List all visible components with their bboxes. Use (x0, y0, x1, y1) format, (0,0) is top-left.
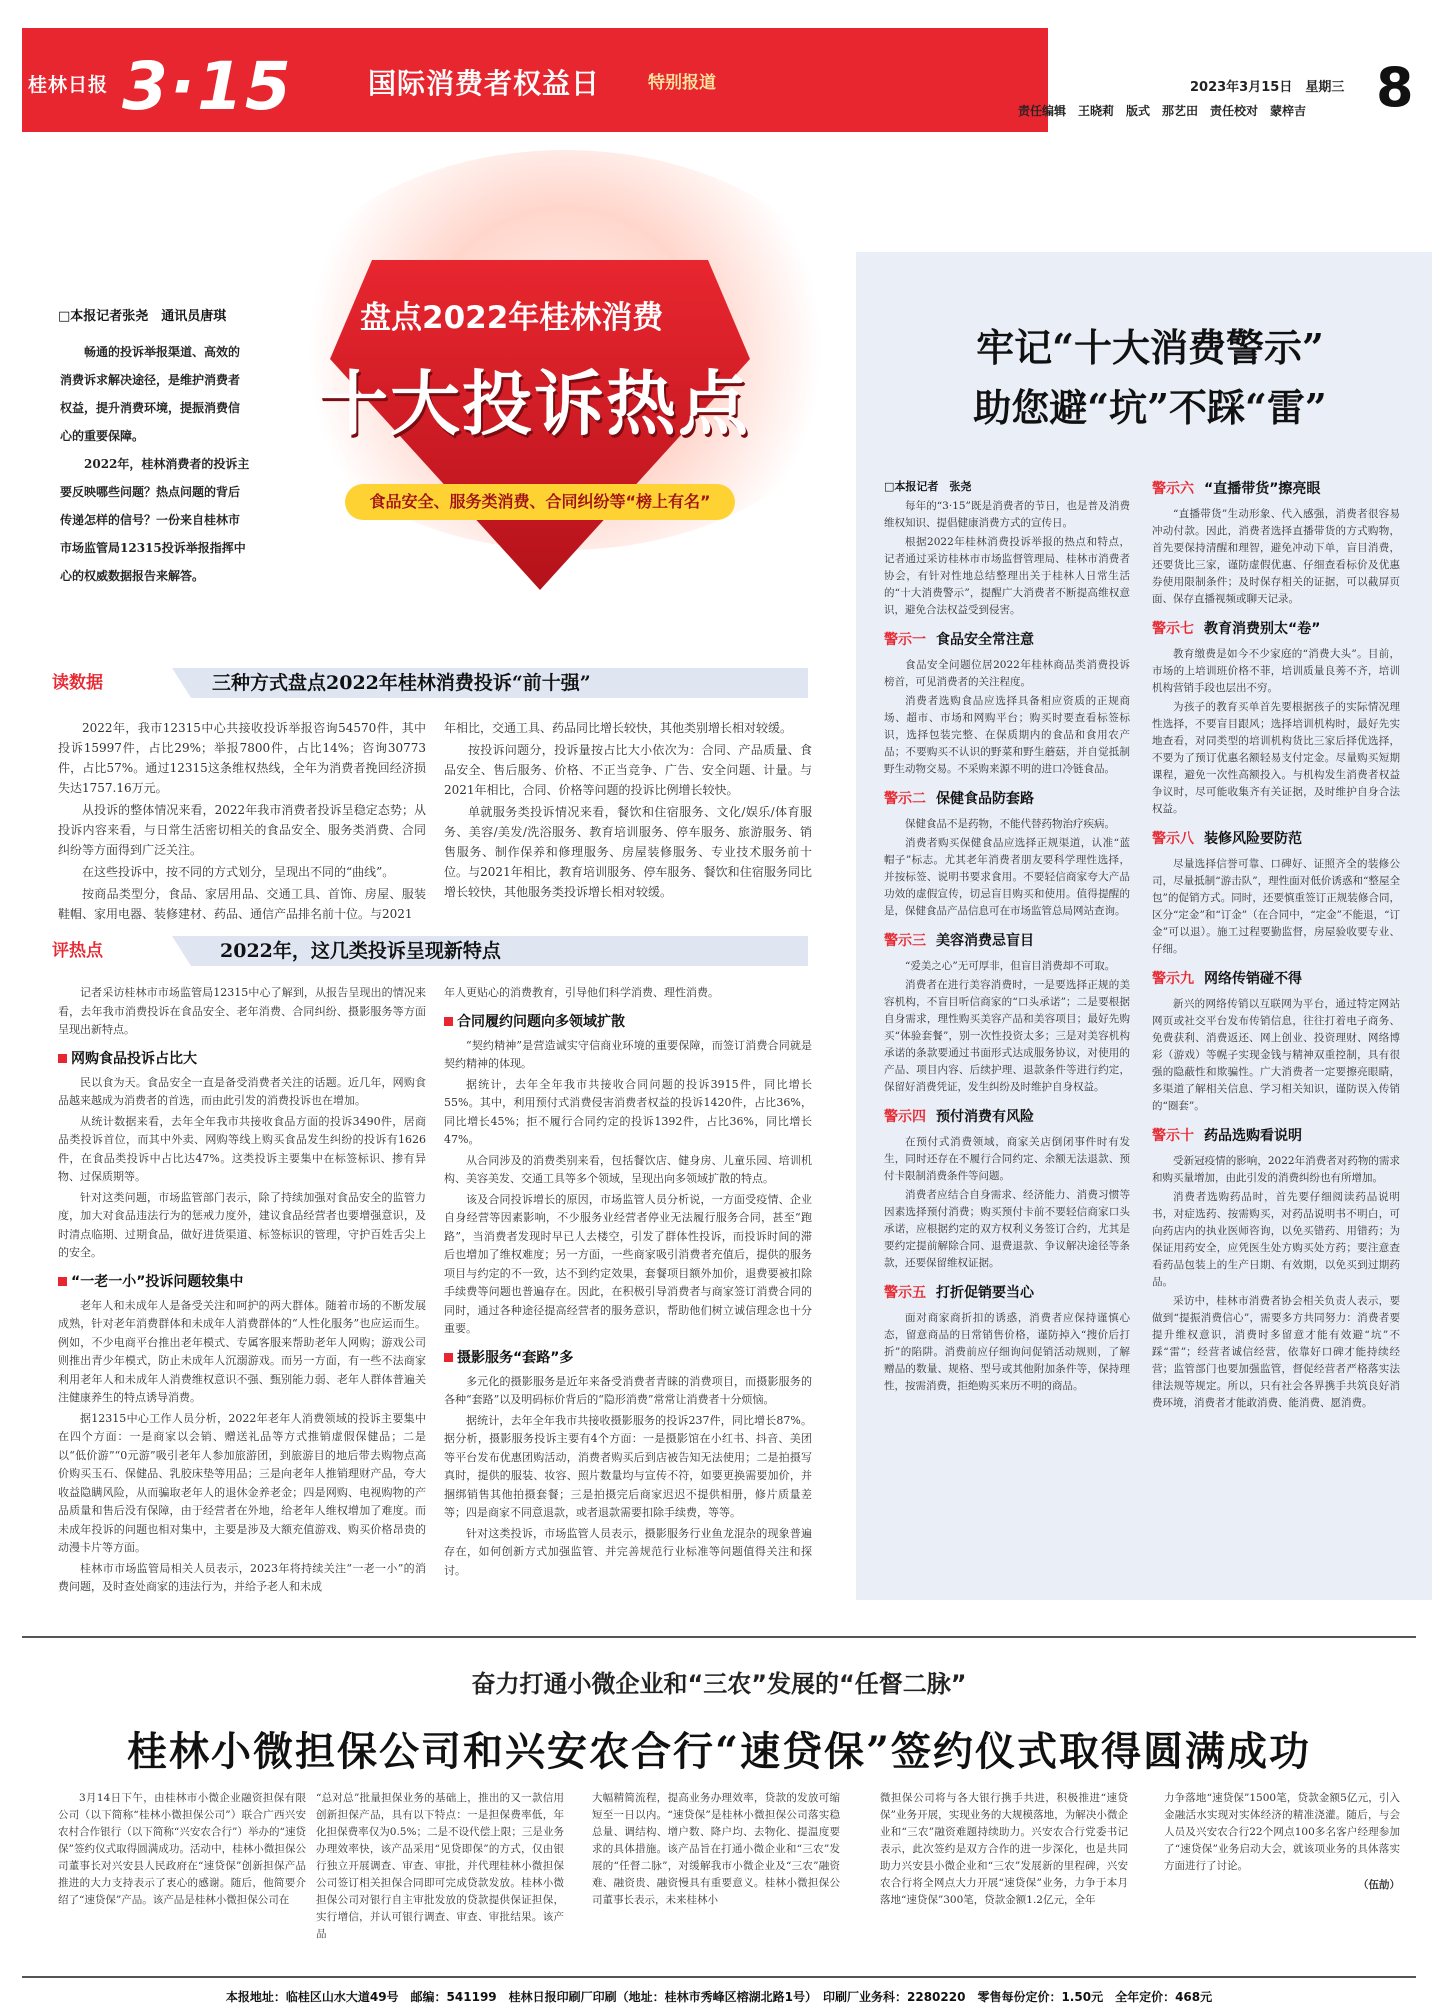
warning-title: 美容消费忌盲目 (936, 933, 1034, 949)
paragraph: 从统计数据来看，去年全年我市共接收食品方面的投诉3490件，居商品类投诉首位，而其中外卖、网购等线上购买食品发生纠纷的投诉有1626件，在食品类投诉中占比达47%。这类投诉主要集中在标签标识、掺有异物、过保质期等。 (58, 1114, 426, 1183)
paragraph: 保健食品不是药物，不能代替药物治疗疾病。 (905, 818, 1115, 830)
paragraph: 民以食为天。食品安全一直是备受消费者关注的话题。近几年，网购食品越来越成为消费者的首选，而由此引发的消费投诉也在增加。 (58, 1075, 426, 1107)
warning-number: 警示八 (1152, 831, 1194, 847)
bottom-col (316, 1790, 564, 1945)
bottom-col (1164, 1790, 1400, 1896)
warning-heading (884, 930, 1130, 950)
paragraph: 从投诉的整体情况来看，2022年我市消费者投诉呈稳定态势；从投诉内容来看，与日常生活密切相关的食品安全、服务类消费、合同纠纷等方面得到广泛关注。 (58, 803, 426, 857)
author-signature: （伍劼） (1358, 1879, 1400, 1891)
paragraph: “总对总”批量担保业务的基础上，推出的又一款信用创新担保产品，具有以下特点：一是担保费率低，年化担保费率仅为0.5%；二是不设代偿上限；三是业务办理效率快，该产品采用“见贷即保”的方式，仅由银行独立开展调查、审查、审批，并代理桂林小微担保公司签订相关担保合同即可完成贷款发放。桂林小微担保公司对银行自主审批发放的贷款提供保证担保，实行增信，并认可银行调查、审查、审批结果。该产品 (316, 1792, 564, 1940)
section-title: 三种方式盘点2022年桂林消费投诉“前十强” (212, 672, 591, 694)
warning-number: 警示二 (884, 791, 926, 807)
paragraph: 年相比，交通工具、药品同比增长较快，其他类别增长相对较缓。 (444, 721, 793, 735)
warning-heading (1152, 828, 1400, 848)
section-bar-hot-spots (52, 936, 808, 966)
intro-paragraph: 2022年，桂林消费者的投诉主要反映哪些问题？热点问题的背后传递怎样的信号？一份来自桂林市市场监管局12315投诉举报指挥中心的权威数据报告来解答。 (60, 457, 250, 583)
paragraph: 消费者购买保健食品应选择正规渠道，认准“蓝帽子”标志。尤其老年消费者朋友要科学理性选择，并按标签、说明书要求食用。不要轻信商家夸大产品功效的虚假宣传，切忌盲目购买和使用。值得提醒的是，保健食品产品信息可在市场监管总局网站查询。 (884, 837, 1130, 917)
warning-heading (884, 1106, 1130, 1126)
subheading-text: 合同履约问题向多领域扩散 (457, 1013, 625, 1030)
warnings-title-line1: 牢记“十大消费警示” (976, 325, 1324, 370)
paragraph: 消费者在进行美容消费时，一是要选择正规的美容机构，不盲目听信商家的“口头承诺”；二是要根据自身需求，理性购买美容产品和美容项目；最好先购买“体验套餐”，别一次性投资太多；三是对美容机构承诺的条款要通过书面形式达成服务协议，对使用的产品、项目内容、后续护理、退款条件等进行约定，保留好消费凭证，发生纠纷及时维护自身权益。 (884, 979, 1130, 1093)
paragraph: 微担保公司将与各大银行携手共进，积极推进“速贷保”业务开展，实现业务的大规模落地，为解决小微企业和“三农”融资难题持续助力。兴安农合行党委书记表示，此次签约是双方合作的进一步深化，也是共同助力兴安县小微企业和“三农”发展新的里程碑，兴安农合行将全网点大力开展“速贷保”业务，力争于本月落地“速贷保”300笔，贷款金额1.2亿元，全年 (880, 1792, 1128, 1906)
paragraph: 在预付式消费领域，商家关店倒闭事件时有发生，同时还存在不履行合同约定、余额无法退款、预付卡限制消费条件等问题。 (884, 1136, 1130, 1182)
footer-divider (22, 1976, 1416, 1978)
sec1-col-b (444, 718, 812, 904)
warning-number: 警示七 (1152, 621, 1194, 637)
sec1-col-a (58, 718, 426, 926)
paragraph: 据统计，去年全年我市共接收合同问题的投诉3915件，同比增长55%。其中，利用预付式消费侵害消费者权益的投诉1420件，占比36%，同比增长45%；拒不履行合同约定的投诉1392件，占比36%，同比增长47%。 (444, 1077, 812, 1146)
warning-number: 警示九 (1152, 971, 1194, 987)
paragraph: 从合同涉及的消费类别来看，包括餐饮店、健身房、儿童乐园、培训机构、美容美发、交通工具等多个领域，呈现出向多领域扩散的特点。 (444, 1153, 812, 1185)
paragraph: 按商品类型分，食品、家居用品、交通工具、首饰、房屋、服装鞋帽、家用电器、装修建材、药品、通信产品排名前十位。与2021 (58, 887, 426, 921)
warning-heading (884, 788, 1130, 808)
paragraph: “直播带货”生动形象、代入感强，消费者很容易冲动付款。因此，消费者选择直播带货的方式购物，首先要保持清醒和理智，避免冲动下单，盲目消费，还要货比三家，谨防虚假优惠、仔细查看标价及优惠券使用限制条件；及时保存相关的证据，可以截屏页面、保存直播视频或聊天记录。 (1152, 508, 1400, 605)
warning-title: 教育消费别太“卷” (1204, 621, 1321, 637)
bottom-col (880, 1790, 1128, 1911)
warnings-col-b (1152, 478, 1400, 1414)
paragraph: 该及合同投诉增长的原因，市场监管人员分析说，一方面受疫情、企业自身经营等因素影响，不少服务业经营者停业无法履行服务合同，甚至“跑路”，当消费者发现时早已人去楼空，引发了群体性投诉，而投诉时间的滞后也增加了维权难度；另一方面，一些商家吸引消费者充值后，提供的服务项目与约定的不一致，达不到约定效果，套餐项目额外加价，退费要被扣除手续费等问题也普遍存在。因此，在积极引导消费者与商家签订消费合同的同时，通过各种途径提高经营者的服务意识，帮助他们树立诚信理念也十分重要。 (444, 1192, 812, 1335)
paragraph: “爱美之心”无可厚非，但盲目消费却不可取。 (905, 960, 1116, 972)
bottom-subtitle: 奋力打通小微企业和“三农”发展的“任督二脉” (471, 1670, 967, 1698)
warning-title: 食品安全常注意 (936, 632, 1034, 648)
hero-subtitle: 食品安全、服务类消费、合同纠纷等“榜上有名” (345, 484, 735, 520)
red-square-icon (444, 1353, 453, 1362)
paragraph: 消费者选购药品时，首先要仔细阅读药品说明书，对症选药、按需购买，对药品说明书不明白，可向药店内的执业医师咨询，以免买错药、用错药；为保证用药安全，应凭医生处方购买处方药；要注意查看药品包装上的生产日期、有效期，以免买到过期药品。 (1152, 1191, 1400, 1288)
warning-title: 保健食品防套路 (936, 791, 1034, 807)
paragraph: 在这些投诉中，按不同的方式划分，呈现出不同的“曲线”。 (82, 865, 395, 879)
warning-number: 警示六 (1152, 481, 1194, 497)
warning-title: “直播带货”擦亮眼 (1204, 481, 1321, 497)
footer-info: 本报地址：临桂区山水大道49号 邮编：541199 桂林日报印刷厂印刷（地址：桂林市秀峰区榕湖北路1号） 印刷厂业务科：2280220 零售每份定价：1.50元 全年定价：468元 (225, 1990, 1213, 2004)
paragraph: 据12315中心工作人员分析，2022年老年人消费领域的投诉主要集中在四个方面：一是商家以会销、赠送礼品等方式推销虚假保健品；二是以“低价游”“0元游”吸引老年人参加旅游团，到旅游目的地后带去购物点高价购买玉石、保健品、乳胶床垫等用品；三是向老年人推销理财产品，夸大收益隐瞒风险，从而骗取老年人的退休金养老金；四是网购、电视购物的产品质量和售后没有保障，由于经营者在外地，给老年人维权增加了难度。而未成年投诉的问题也相对集中，主要是涉及大额充值游戏、购买价格昂贵的动漫卡片等方面。 (58, 1411, 426, 1554)
paragraph: 新兴的网络传销以互联网为平台，通过特定网站网页或社交平台发布传销信息，往往打着电子商务、免费获利、消费返还、网上创业、投资理财、网络博彩（游戏）等幌子实现金钱与精神双重控制，具有很强的隐蔽性和欺骗性。广大消费者一定要擦亮眼睛，多渠道了解相关信息、学习相关知识，谨防误入传销的“圈套”。 (1152, 998, 1400, 1112)
bottom-col (58, 1790, 306, 1911)
paragraph: 根据2022年桂林消费投诉举报的热点和特点，记者通过采访桂林市市场监督管理局、桂林市消费者协会，有针对性地总结整理出关于桂林人日常生活的“十大消费警示”，提醒广大消费者不断提高维权意识，避免合法权益受到侵害。 (884, 536, 1130, 616)
warning-title: 打折促销要当心 (936, 1285, 1034, 1301)
paragraph: 大幅精简流程，提高业务办理效率，贷款的发放可缩短至一日以内。“速贷保”是桂林小微担保公司落实稳总量、调结构、增户数、降户均、去物化、提温度要求的具体措施。该产品旨在打通小微企业和“三农”发展的“任督二脉”，对缓解我市小微企业及“三农”融资难、融资贵、融资慢具有重要意义。桂林小微担保公司董事长表示，未来桂林小 (592, 1792, 840, 1906)
warnings-col-a (884, 478, 1130, 1397)
big-date-315: 3·15 (122, 48, 293, 125)
sec2-col-b (444, 984, 812, 1582)
subheading (444, 1347, 812, 1367)
warning-number: 警示一 (884, 632, 926, 648)
red-square-icon (58, 1277, 67, 1286)
paragraph: 消费者选购食品应选择具备相应资质的正规商场、超市、市场和网购平台；购买时要查看标签标识，选择包装完整、在保质期内的食品和食用农产品；不要购买不认识的野菜和野生蘑菇，并自觉抵制野生动物交易。不采购来源不明的进口冷链食品。 (884, 695, 1130, 775)
warning-title: 网络传销碰不得 (1204, 971, 1302, 987)
warning-number: 警示五 (884, 1285, 926, 1301)
banner-badge: 特别报道 (648, 73, 716, 93)
paragraph: 单就服务类投诉情况来看，餐饮和住宿服务、文化/娱乐/体育服务、美容/美发/洗浴服务、教育培训服务、停车服务、旅游服务、销售服务、制作保养和修理服务、房屋装修服务、专业技术服务前十位。与2021年相比，教育培训服务、停车服务、餐饮和住宿服务同比增长较快，其他服务类投诉增长相对较缓。 (444, 805, 812, 899)
paragraph: 据统计，去年全年我市共接收摄影服务的投诉237件，同比增长87%。据分析，摄影服务投诉主要有4个方面：一是摄影馆在小红书、抖音、美团等平台发布优惠团购活动，消费者购买后到店被告知无法使用；二是拍摄写真时，提供的服装、妆容、照片数量均与宣传不符，如要更换需要加价，并捆绑销售其他拍摄套餐；三是拍摄完后商家迟迟不提供相册，修片质量差等；四是商家不同意退款，或者退款需要扣除手续费，等等。 (444, 1413, 812, 1519)
paragraph: 记者采访桂林市市场监管局12315中心了解到，从报告呈现出的情况来看，去年我市消费投诉在食品安全、老年消费、合同纠纷、摄影服务等方面呈现出新特点。 (58, 986, 426, 1036)
warning-heading (1152, 618, 1400, 638)
paragraph: “契约精神”是营造诚实守信商业环境的重要保障，而签订消费合同就是契约精神的体现。 (444, 1038, 812, 1070)
bottom-headline: 桂林小微担保公司和兴安农合行“速贷保”签约仪式取得圆满成功 (126, 1728, 1311, 1775)
paragraph: 食品安全问题位居2022年桂林商品类消费投诉榜首，可见消费者的关注程度。 (884, 659, 1130, 688)
warnings-title-line2: 助您避“坑”不踩“雷” (973, 385, 1327, 430)
paragraph: 每年的“3·15”既是消费者的节日，也是普及消费维权知识、提倡健康消费方式的宣传日。 (884, 500, 1130, 529)
section-title: 2022年，这几类投诉呈现新特点 (220, 940, 501, 962)
paragraph: 桂林市市场监管局相关人员表示，2023年将持续关注“一老一小”的消费问题，及时查处商家的违法行为，并给予老人和未成 (58, 1561, 426, 1593)
warning-title: 药品选购看说明 (1204, 1128, 1302, 1144)
editor-credits: 责任编辑 王晓莉 版式 那艺田 责任校对 蒙梓吉 (1018, 104, 1307, 118)
subheading (58, 1048, 426, 1068)
paragraph: 年人更贴心的消费教育，引导他们科学消费、理性消费。 (444, 986, 719, 999)
paragraph: 多元化的摄影服务是近年来备受消费者青睐的消费项目，而摄影服务的各种“套路”以及明码标价背后的“隐形消费”常常让消费者十分烦恼。 (444, 1374, 812, 1406)
subheading (444, 1011, 812, 1031)
left-intro (60, 338, 250, 590)
warning-number: 警示三 (884, 933, 926, 949)
paragraph: 受新冠疫情的影响，2022年消费者对药物的需求和购买量增加，由此引发的消费纠纷也有所增加。 (1152, 1155, 1400, 1184)
paragraph: 老年人和未成年人是备受关注和呵护的两大群体。随着市场的不断发展成熟，针对老年消费群体和未成年人消费群体的“人性化服务”也应运而生。例如，不少电商平台推出老年模式、专属客服来帮助老年人网购；游戏公司则推出青少年模式，防止未成年人沉溺游戏。而另一方面，有一些不法商家利用老年人和未成年人消费维权意识不强、甄别能力弱、老年人群体普遍关注健康养生的特点诱导消费。 (58, 1298, 426, 1404)
divider (22, 1636, 1416, 1638)
subheading-text: “一老一小”投诉问题较集中 (71, 1273, 244, 1290)
warning-title: 装修风险要防范 (1204, 831, 1302, 847)
warnings-byline: □本报记者 张尧 (884, 480, 972, 493)
paper-logo: 桂林日报 (28, 74, 109, 96)
paragraph: 为孩子的教育买单首先要根据孩子的实际情况理性选择，不要盲目跟风；选择培训机构时，最好先实地查看，对同类型的培训机构货比三家后择优选择，不要为了预订优惠名额轻易支付定金。尽量购买短期课程，避免一次性高额投入。与机构发生消费者权益争议时，尽可能收集齐有关证据，及时维护自身合法权益。 (1152, 701, 1400, 815)
paragraph: 消费者应结合自身需求、经济能力、消费习惯等因素选择预付消费；购买预付卡前不要轻信商家口头承诺，应根据约定的双方权利义务签订合约，尤其是要约定提前解除合同、退费退款、争议解决途径等条款，还要保留维权证据。 (884, 1189, 1130, 1269)
paragraph: 教育缴费是如今不少家庭的“消费大头”。目前，市场的上培训班价格不菲，培训质量良莠不齐，培训机构营销手段也层出不穷。 (1152, 648, 1400, 694)
warning-title: 预付消费有风险 (936, 1109, 1034, 1125)
warning-heading (1152, 478, 1400, 498)
paragraph: 针对这类投诉，市场监管人员表示，摄影服务行业鱼龙混杂的现象普遍存在，如何创新方式加强监管、并完善规范行业标准等问题值得关注和探讨。 (444, 1526, 812, 1577)
paragraph: 采访中，桂林市消费者协会相关负责人表示，要做到“提振消费信心”，需要多方共同努力：消费者要提升维权意识，消费时多留意才能有效避“坑”不踩“雷”；经营者诚信经营，依靠好口碑才能持续经营；监管部门也要加强监管，督促经营者严格落实法律法规等规定。所以，只有社会各界携手共筑良好消费环境，消费者才能敢消费、能消费、愿消费。 (1152, 1295, 1400, 1409)
warning-number: 警示四 (884, 1109, 926, 1125)
subheading (58, 1271, 426, 1291)
paragraph: 面对商家商折扣的诱惑，消费者应保持谨慎心态，留意商品的日常销售价格，谨防掉入“搜价后打折”的陷阱。消费前应仔细询问促销活动规则，了解赠品的数量、规格、型号或其他附加条件等，保持理性，按需消费，拒绝购买来历不明的商品。 (884, 1312, 1130, 1392)
warning-heading (884, 629, 1130, 649)
subheading-text: 网购食品投诉占比大 (71, 1050, 197, 1067)
warning-number: 警示十 (1152, 1128, 1194, 1144)
bottom-col (592, 1790, 840, 1911)
hero-line2: 十大投诉热点 (318, 363, 750, 445)
page-number: 8 (1376, 56, 1414, 119)
section-bar-read-data (52, 668, 808, 698)
issue-date: 2023年3月15日 星期三 (1190, 80, 1345, 95)
paragraph: 针对这类问题，市场监管部门表示，除了持续加强对食品安全的监管力度，加大对食品违法行为的惩戒力度外，建议食品经营者也要增强意识，及时清点临期、过期食品，做好进货渠道、标签标识的管理，守护百姓舌尖上的安全。 (58, 1190, 426, 1259)
section-label: 评热点 (52, 941, 103, 961)
sec2-col-a (58, 984, 426, 1599)
warning-heading (884, 1282, 1130, 1302)
red-square-icon (58, 1054, 67, 1063)
paragraph: 按投诉问题分，投诉量按占比大小依次为：合同、产品质量、食品安全、售后服务、价格、不正当竞争、广告、安全问题、计量。与2021年相比，合同、价格等问题的投诉比例增长较快。 (444, 743, 812, 797)
banner-title: 国际消费者权益日 (368, 67, 601, 100)
paragraph: 尽量选择信誉可靠、口碑好、证照齐全的装修公司，尽量抵制“游击队”，理性面对低价诱惑和“整屋全包”的促销方式。同时，还要慎重签订正规装修合同，区分“定金”和“订金”（在合同中，“定金”不能退，“订金”可以退）。施工过程要勤监督，房屋验收要专业、仔细。 (1152, 858, 1400, 955)
section-label: 读数据 (52, 673, 103, 693)
red-square-icon (444, 1017, 453, 1026)
warning-heading (1152, 1125, 1400, 1145)
paragraph: 2022年，我市12315中心共接收投诉举报咨询54570件，其中投诉15997件，占比29%；举报7800件，占比14%；咨询30773件，占比57%。通过12315这条维权热线，全年为消费者挽回经济损失达1757.16万元。 (58, 721, 426, 795)
hero-line1: 盘点2022年桂林消费 (360, 300, 664, 336)
subheading-text: 摄影服务“套路”多 (457, 1349, 574, 1366)
warnings-title (900, 318, 1400, 438)
warning-heading (1152, 968, 1400, 988)
intro-paragraph: 畅通的投诉举报渠道、高效的消费诉求解决途径，是维护消费者权益，提升消费环境，提振消费信心的重要保障。 (60, 345, 241, 443)
paragraph: 力争落地“速贷保”1500笔，贷款金额5亿元，引入金融活水实现对实体经济的精准浇灌。随后，与会人员及兴安农合行22个网点100多名客户经理参加了“速贷保”业务启动大会，就该项业务的具体落实方面进行了讨论。 (1164, 1792, 1400, 1872)
left-byline: □本报记者张尧 通讯员唐琪 (58, 309, 227, 324)
paragraph: 3月14日下午，由桂林市小微企业融资担保有限公司（以下简称“桂林小微担保公司”）联合广西兴安农村合作银行（以下简称“兴安农合行”）举办的“速贷保”签约仪式取得圆满成功。活动中，桂林小微担保公司董事长对兴安县人民政府在“速贷保”创新担保产品推进的大力支持表示了衷心的感谢。随后，他简要介绍了“速贷保”产品。该产品是桂林小微担保公司在 (58, 1792, 306, 1906)
